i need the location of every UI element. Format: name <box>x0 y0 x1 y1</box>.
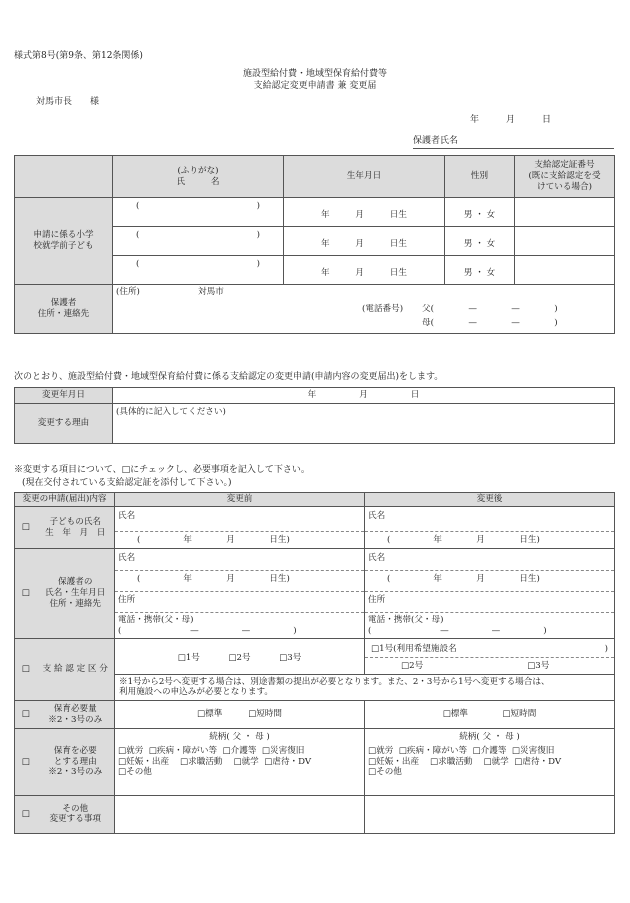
father-phone[interactable]: 父( — — ) <box>422 304 558 314</box>
after-reasons-row3[interactable]: □その他 <box>368 767 402 778</box>
child-cert-cell[interactable] <box>515 198 615 227</box>
cert-header-2: (既に支給認定を受 <box>528 171 601 182</box>
child-name-cell[interactable]: ( ) <box>113 256 284 285</box>
guardian-label-1: 保護者 <box>50 298 77 309</box>
before-reasons-row3[interactable]: □その他 <box>118 767 152 778</box>
r1-label-2: 生 年 月 日 <box>45 527 106 538</box>
after-guardian-name[interactable]: 氏名 <box>368 553 386 564</box>
category-note-1: ※1号から2号へ変更する場合は、別途書類の提出が必要となります。また、2・3号から1号へ変更する場合は、 <box>119 676 550 687</box>
form-number: 様式第8号(第9条、第12条関係) <box>14 51 143 61</box>
name-header: 氏 名 <box>176 176 220 187</box>
guardian-name-field[interactable] <box>413 137 614 149</box>
checkbox-child[interactable]: □ <box>15 507 37 549</box>
after-relation[interactable]: 続柄( 父 ・ 母 ) <box>459 732 520 743</box>
before-relation[interactable]: 続柄( 父 ・ 母 ) <box>209 732 270 743</box>
after-short[interactable]: □短時間 <box>502 709 537 720</box>
checkbox-other[interactable]: □ <box>15 795 37 833</box>
r3-label: 支 給 認 定 区 分 <box>37 638 115 700</box>
guardian-name-label: 保護者氏名 <box>413 136 459 146</box>
guardian-label-2: 住所・連絡先 <box>37 309 90 319</box>
after-child-name[interactable]: 氏名 <box>368 511 386 522</box>
before-header: 変更前 <box>115 493 365 507</box>
child-table <box>14 155 615 334</box>
phone-label: (電話番号) <box>362 304 404 314</box>
r5-label-3: ※2・3号のみ <box>48 767 103 778</box>
before-reasons-row2[interactable]: □妊娠・出産 □求職活動 □就学 □虐待・DV <box>118 756 312 767</box>
child-birth-cell[interactable]: 年 月 日生 <box>284 256 445 285</box>
child-name-cell[interactable]: ( ) <box>113 198 284 227</box>
r4-label-1: 保育必要量 <box>53 703 97 714</box>
checkbox-guardian[interactable]: □ <box>15 549 37 638</box>
guardian-contact-cell[interactable] <box>113 285 615 334</box>
after-other-field[interactable] <box>365 795 615 833</box>
child-sex-cell[interactable]: 男 ・ 女 <box>445 256 515 285</box>
r4-label-2: ※2・3号のみ <box>48 714 103 725</box>
r2-label-3: 住所・連絡先 <box>49 598 102 609</box>
child-label-1: 申請に係る小学 <box>33 230 94 241</box>
form-title: 施設型給付費・地域型保育給付費等 <box>242 69 387 79</box>
change-table <box>14 387 615 444</box>
after-child-birth[interactable]: ( 年 月 日生) <box>365 531 614 548</box>
before-guardian-birth[interactable]: ( 年 月 日生) <box>115 570 364 591</box>
checkbox-reason[interactable]: □ <box>15 729 37 795</box>
before-child-birth[interactable]: ( 年 月 日生) <box>115 531 364 548</box>
intro-text: 次のとおり、施設型給付費・地域型保育給付費に係る支給認定の変更申請(申請内容の変更届出)をします。 <box>14 372 444 382</box>
r5-label-1: 保育を必要 <box>53 745 97 756</box>
r2-label-2: 氏名・生年月日 <box>45 588 106 599</box>
before-guardian-name[interactable]: 氏名 <box>118 553 136 564</box>
cert-header-1: 支給認定証番号 <box>534 160 595 171</box>
child-sex-cell[interactable]: 男 ・ 女 <box>445 198 515 227</box>
form-subtitle: 支給認定変更申請書 兼 変更届 <box>253 81 377 91</box>
before-short[interactable]: □短時間 <box>248 709 282 720</box>
checkbox-amount[interactable]: □ <box>15 700 37 728</box>
after-guardian-birth[interactable]: ( 年 月 日生) <box>365 570 614 591</box>
after-opt3[interactable]: □3号 <box>527 660 550 671</box>
before-opt1[interactable]: □1号 <box>177 652 200 663</box>
change-details-table: 変更の申請(届出)内容 変更前 変更後 □ 子どもの氏名 生 年 月 日 氏名 ( 年 月 日生) 氏名 ( 年 月 日生) □ 保護者の 氏名・生年月日 住所・連絡先 氏名 ( 年 月 日生) 住所 電話・携帯(父・母) ( — — ) 氏名 ( 年 月 日生) 住所 電話・携帯(父・母) ( — — ) □ 支 給 認 定 区 分 □1号 □2号 □3号 □1号(利用希望施設名 ) □2号 □3号 ※1号から2号へ変更する場合は、別途書類の提出が必要となります。また、2・3号から1号へ変更する場合は、 利用施設への申込みが必要となります。 □ 保育必要量 ※2・3号のみ □標準 □短時間 □標準 □短時間 □ 保育を必要 とする理由 ※2・3号のみ 続柄( 父 ・ 母 ) □就労 □疾病・障がい等 □介護等 □災害復旧 □妊娠・出産 □求職活動 □就学 □虐待・DV □その他 続柄( 父 ・ 母 ) □就労 □疾病・障がい等 □介護等 □災害復旧 □妊娠・出産 □求職活動 □就学 □虐待・DV □その他 □ その他 変更する事項 <box>14 492 615 834</box>
change-date-label: 変更年月日 <box>15 388 113 404</box>
r1-label-1: 子どもの氏名 <box>49 517 102 528</box>
r6-label-1: その他 <box>62 803 89 814</box>
item-header: 変更の申請(届出)内容 <box>15 493 115 507</box>
after-guardian-phone[interactable]: 電話・携帯(父・母) ( — — ) <box>365 612 614 636</box>
furigana-header: (ふりがな) <box>177 165 219 176</box>
after-guardian-address[interactable]: 住所 <box>365 591 614 612</box>
mother-phone[interactable]: 母( — — ) <box>422 318 558 328</box>
before-child-name[interactable]: 氏名 <box>118 511 136 522</box>
child-label-2: 校就学前子ども <box>33 241 94 251</box>
r5-label-2: とする理由 <box>53 756 97 767</box>
child-cert-cell[interactable] <box>515 256 615 285</box>
child-name-cell[interactable]: ( ) <box>113 227 284 256</box>
r2-label-1: 保護者の <box>58 577 93 588</box>
before-other-field[interactable] <box>115 795 365 833</box>
change-reason-label: 変更する理由 <box>15 404 113 444</box>
category-note-2: 利用施設への申込みが必要となります。 <box>119 687 274 698</box>
after-reasons-row2[interactable]: □妊娠・出産 □求職活動 □就学 □虐待・DV <box>368 756 562 767</box>
birth-header: 生年月日 <box>284 156 445 198</box>
cert-header-3: けている場合) <box>537 181 592 192</box>
before-opt2[interactable]: □2号 <box>228 652 251 663</box>
before-guardian-phone[interactable]: 電話・携帯(父・母) ( — — ) <box>115 612 364 636</box>
child-birth-cell[interactable]: 年 月 日生 <box>284 198 445 227</box>
child-sex-cell[interactable]: 男 ・ 女 <box>445 227 515 256</box>
before-opt3[interactable]: □3号 <box>279 652 302 663</box>
child-cert-cell[interactable] <box>515 227 615 256</box>
after-opt2[interactable]: □2号 <box>401 660 424 671</box>
checkbox-category[interactable]: □ <box>15 638 37 700</box>
sex-header: 性別 <box>445 156 515 198</box>
address-label: (住所) <box>116 287 140 297</box>
before-reasons-row1[interactable]: □就労 □疾病・障がい等 □介護等 □災害復旧 <box>118 745 305 756</box>
after-opt1[interactable]: □1号(利用希望施設名 <box>371 643 457 654</box>
note-2: (現在交付されている支給認定証を添付して下さい。) <box>22 478 232 488</box>
addressee: 対馬市長 様 <box>36 97 100 107</box>
before-standard[interactable]: □標準 <box>196 709 223 720</box>
after-header: 変更後 <box>365 493 615 507</box>
after-reasons-row1[interactable]: □就労 □疾病・障がい等 □介護等 □災害復旧 <box>368 745 555 756</box>
before-guardian-address[interactable]: 住所 <box>115 591 364 612</box>
address-city: 対馬市 <box>198 287 224 297</box>
after-standard[interactable]: □標準 <box>442 709 468 720</box>
change-date-field[interactable]: 年 月 日 <box>113 388 615 404</box>
child-birth-cell[interactable]: 年 月 日生 <box>284 227 445 256</box>
change-reason-field[interactable]: (具体的に記入してください) <box>113 404 615 444</box>
r6-label-2: 変更する事項 <box>49 814 102 825</box>
date-line[interactable]: 年 月 日 <box>470 115 552 125</box>
note-1: ※変更する項目について、□にチェックし、必要事項を記入して下さい。 <box>14 465 310 475</box>
